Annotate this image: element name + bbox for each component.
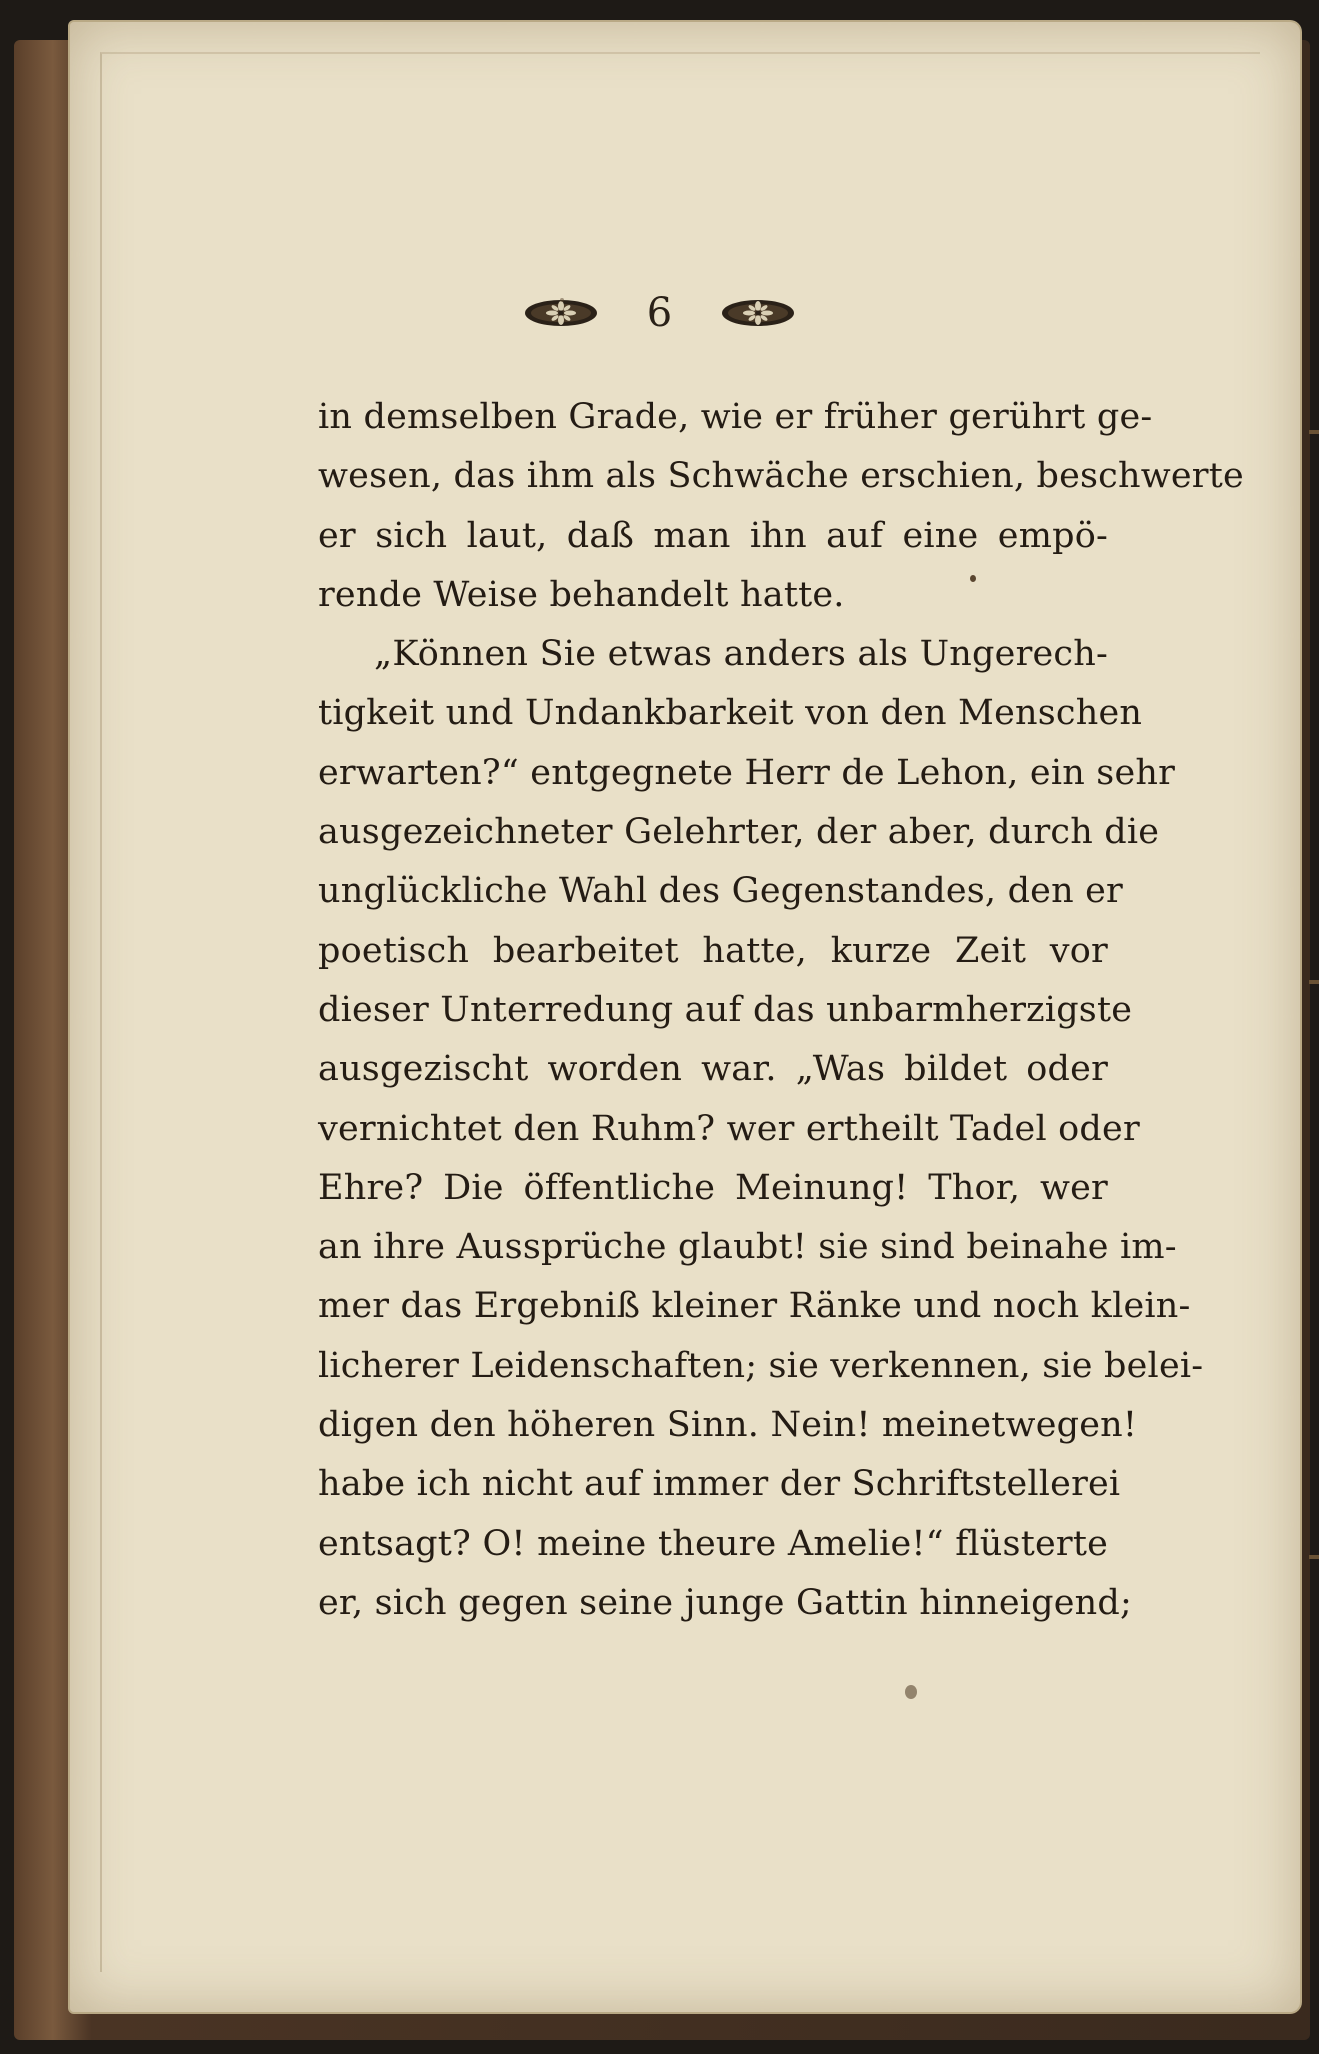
text-line: tigkeit und Undankbarkeit von den Menschen	[318, 693, 1143, 734]
page-edge-mark	[1309, 980, 1319, 984]
page-edge-mark	[1309, 1555, 1319, 1559]
text-line: licherer Leidenschaften; sie verkennen, sie belei-	[318, 1345, 1204, 1386]
floral-ornament-icon	[720, 298, 796, 328]
text-line: habe ich nicht auf immer der Schriftstellerei	[318, 1464, 1121, 1505]
text-line: ausgezischt worden war. „Was bildet oder	[318, 1049, 1108, 1090]
text-line: Ehre? Die öffentliche Meinung! Thor, wer	[318, 1167, 1108, 1208]
page-number: 6	[646, 290, 673, 336]
paper-speck	[560, 298, 564, 302]
text-line: vernichtet den Ruhm? wer ertheilt Tadel oder	[318, 1108, 1140, 1149]
floral-ornament-icon	[523, 298, 599, 328]
text-line: dieser Unterredung auf das unbarmherzigste	[318, 989, 1133, 1030]
text-line: er, sich gegen seine junge Gattin hinneigend;	[318, 1582, 1132, 1623]
text-line: poetisch bearbeitet hatte, kurze Zeit vor	[318, 930, 1108, 971]
page-edge-mark	[1309, 430, 1319, 434]
text-line: ausgezeichneter Gelehrter, der aber, durch die	[318, 812, 1160, 853]
text-line: digen den höheren Sinn. Nein! meinetwegen!	[318, 1405, 1138, 1446]
text-line: mer das Ergebniß kleiner Ränke und noch klein-	[318, 1286, 1191, 1327]
page-header	[0, 290, 1319, 336]
paper-speck	[970, 575, 976, 582]
text-line: wesen, das ihm als Schwäche erschien, beschwerte	[318, 456, 1244, 497]
text-line: an ihre Aussprüche glaubt! sie sind beinahe im-	[318, 1227, 1177, 1268]
text-line: rende Weise behandelt hatte.	[318, 574, 845, 615]
text-line: „Können Sie etwas anders als Ungerech-	[374, 634, 1108, 675]
text-line: in demselben Grade, wie er früher gerührt ge-	[318, 397, 1153, 437]
paper-speck	[905, 1685, 917, 1699]
body-text	[318, 388, 1244, 1633]
text-line: entsagt? O! meine theure Amelie!“ flüsterte	[318, 1523, 1108, 1564]
text-line: unglückliche Wahl des Gegenstandes, den er	[318, 871, 1123, 912]
text-line: er sich laut, daß man ihn auf eine empö-	[318, 515, 1108, 556]
text-line: erwarten?“ entgegnete Herr de Lehon, ein sehr	[318, 752, 1176, 793]
